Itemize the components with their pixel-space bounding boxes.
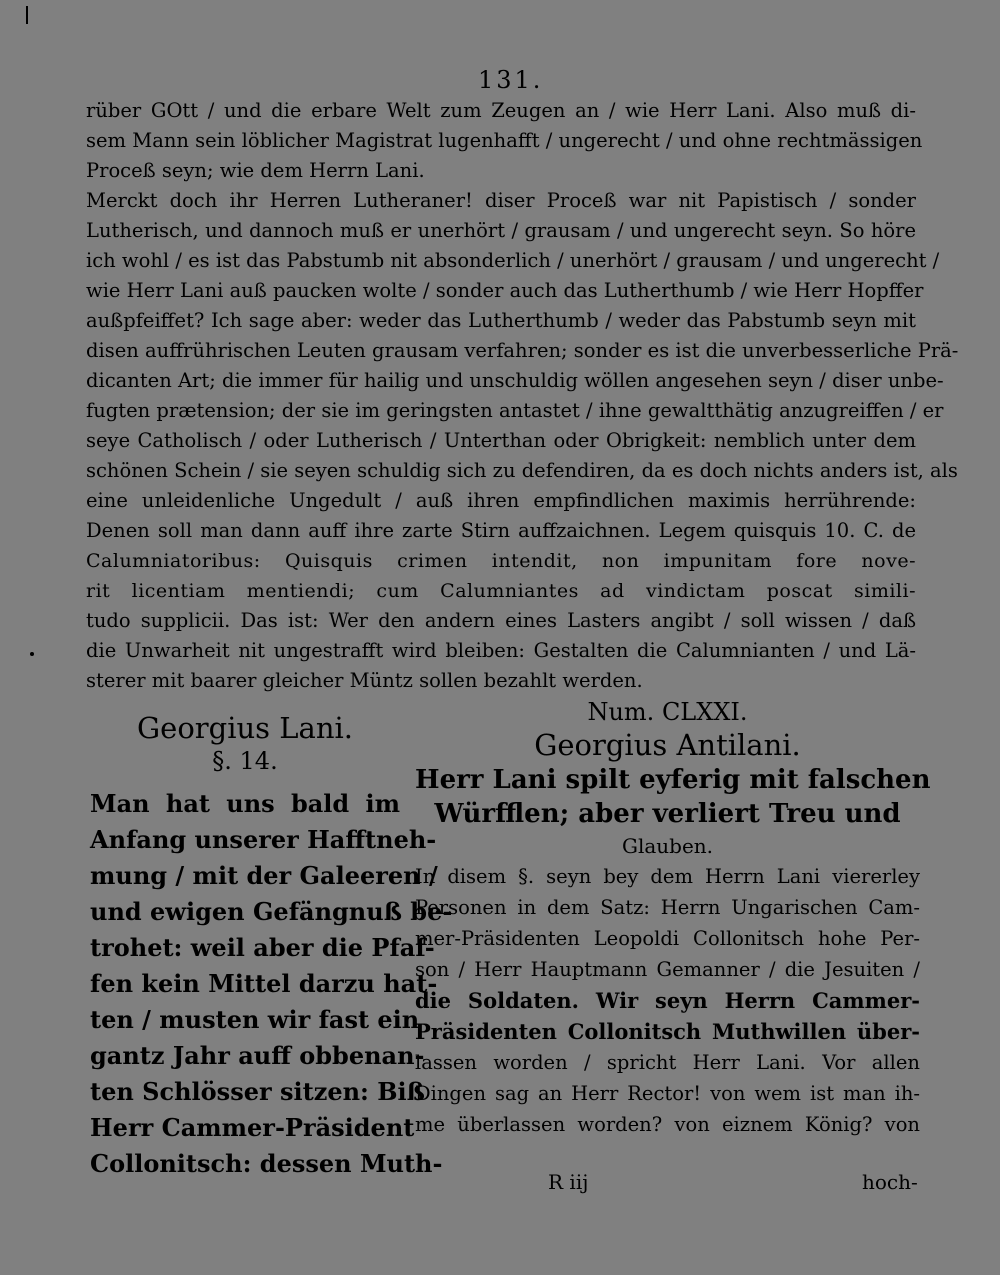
text-line: Calumniatoribus: Quisquis crimen intendit, non impunitam fore nove- [86, 550, 916, 572]
left-text-line: fen kein Mittel darzu hat- [90, 969, 438, 998]
text-line: Denen soll man dann auff ihre zarte Stirn auffzaichnen. Legem quisquis 10. C. de [86, 519, 916, 542]
right-subheading-line: Herr Lani spilt eyferig mit falschen [415, 765, 931, 795]
signature-mark: R iij [548, 1170, 589, 1194]
section-number: §. 14. [212, 747, 278, 775]
right-text-line: Dingen sag an Herr Rector! von wem ist man ih- [415, 1082, 920, 1105]
left-text-line: ten Schlösser sitzen: Biß [90, 1077, 425, 1106]
text-line: seye Catholisch / oder Lutherisch / Unterthan oder Obrigkeit: nemblich unter dem [86, 429, 916, 452]
main-text-block [86, 96, 959, 696]
text-line: sem Mann sein löblicher Magistrat lugenhafft / ungerecht / und ohne rechtmässigen [86, 129, 923, 152]
right-section-heading: Georgius Antilani. [534, 728, 801, 762]
left-text-line: Collonitsch: dessen Muth- [90, 1149, 443, 1178]
left-column [90, 710, 453, 1182]
text-line: wie Herr Lani auß paucken wolte / sonder auch das Lutherthumb / wie Herr Hopffer [86, 279, 924, 302]
text-line: rit licentiam mentiendi; cum Calumniantes ad vindictam poscat simili- [86, 580, 916, 602]
text-line: ich wohl / es ist das Pabstumb nit absonderlich / unerhört / grausam / und ungerecht / [86, 249, 940, 272]
right-text-line: In disem §. seyn bey dem Herrn Lani viererley [415, 865, 920, 888]
page-number: 131. [478, 66, 544, 94]
left-text-line: Man hat uns bald im [90, 789, 400, 818]
text-line: schönen Schein / sie seyen schuldig sich zu defendiren, da es doch nichts anders ist, als [86, 459, 958, 482]
text-line: Merckt doch ihr Herren Lutheraner! diser Proceß war nit Papistisch / sonder [86, 189, 916, 212]
left-text-line: ten / musten wir fast ein [90, 1005, 420, 1034]
left-text-line: und ewigen Gefängnuß be- [90, 897, 453, 926]
right-text-line: Präsidenten Collonitsch Muthwillen über- [415, 1019, 920, 1044]
text-line: tudo supplicii. Das ist: Wer den andern eines Lasters angibt / soll wissen / daß [86, 609, 916, 632]
right-section-number: Num. CLXXI. [587, 698, 748, 726]
right-text-line: lassen worden / spricht Herr Lani. Vor allen [415, 1051, 920, 1074]
text-line: eine unleidenliche Ungedult / auß ihren empfindlichen maximis herrührende: [86, 489, 916, 512]
text-line: Lutherisch, und dannoch muß er unerhört / grausam / und ungerecht seyn. So höre [86, 219, 916, 242]
scan-mark [30, 652, 34, 656]
text-line: außpfeiffet? Ich sage aber: weder das Lutherthumb / weder das Pabstumb seyn mit [86, 309, 916, 332]
left-text-line: mung / mit der Galeeren / [90, 861, 438, 890]
left-section-heading: Georgius Lani. [137, 711, 353, 745]
left-text-line: Herr Cammer-Präsident [90, 1113, 415, 1142]
text-line: rüber GOtt / und die erbare Welt zum Zeugen an / wie Herr Lani. Also muß di- [86, 99, 916, 122]
text-line: disen auffrührischen Leuten grausam verfahren; sonder es ist die unverbesserliche Prä- [86, 339, 959, 362]
right-text-line: Personen in dem Satz: Herrn Ungarischen Cam- [415, 896, 920, 919]
text-line: die Unwarheit nit ungestrafft wird bleiben: Gestalten die Calumnianten / und Lä- [86, 639, 916, 662]
right-subheading-line: Glauben. [621, 834, 714, 858]
text-line: Proceß seyn; wie dem Herrn Lani. [86, 159, 425, 182]
left-text-line: gantz Jahr auff obbenan- [90, 1041, 425, 1070]
right-column [415, 697, 931, 1140]
left-text-line: Anfang unserer Hafftneh- [90, 825, 437, 854]
catchword: hoch- [862, 1170, 918, 1194]
right-text-line: me überlassen worden? von eiznem König? von [415, 1113, 920, 1136]
right-subheading-line: Würfflen; aber verliert Treu und [434, 799, 901, 829]
right-text-line: mer-Präsidenten Leopoldi Collonitsch hohe Per- [415, 927, 920, 950]
right-text-line: son / Herr Hauptmann Gemanner / die Jesuiten / [415, 958, 920, 981]
right-text-line: die Soldaten. Wir seyn Herrn Cammer- [415, 988, 920, 1013]
left-text-line: trohet: weil aber die Pfaf- [90, 933, 435, 962]
scan-mark [26, 6, 28, 24]
text-line: dicanten Art; die immer für hailig und unschuldig wöllen angesehen seyn / diser unbe- [86, 369, 944, 392]
text-line: fugten prætension; der sie im geringsten antastet / ihne gewaltthätig anzugreiffen / er [86, 399, 944, 422]
text-line: sterer mit baarer gleicher Müntz sollen bezahlt werden. [86, 669, 643, 692]
